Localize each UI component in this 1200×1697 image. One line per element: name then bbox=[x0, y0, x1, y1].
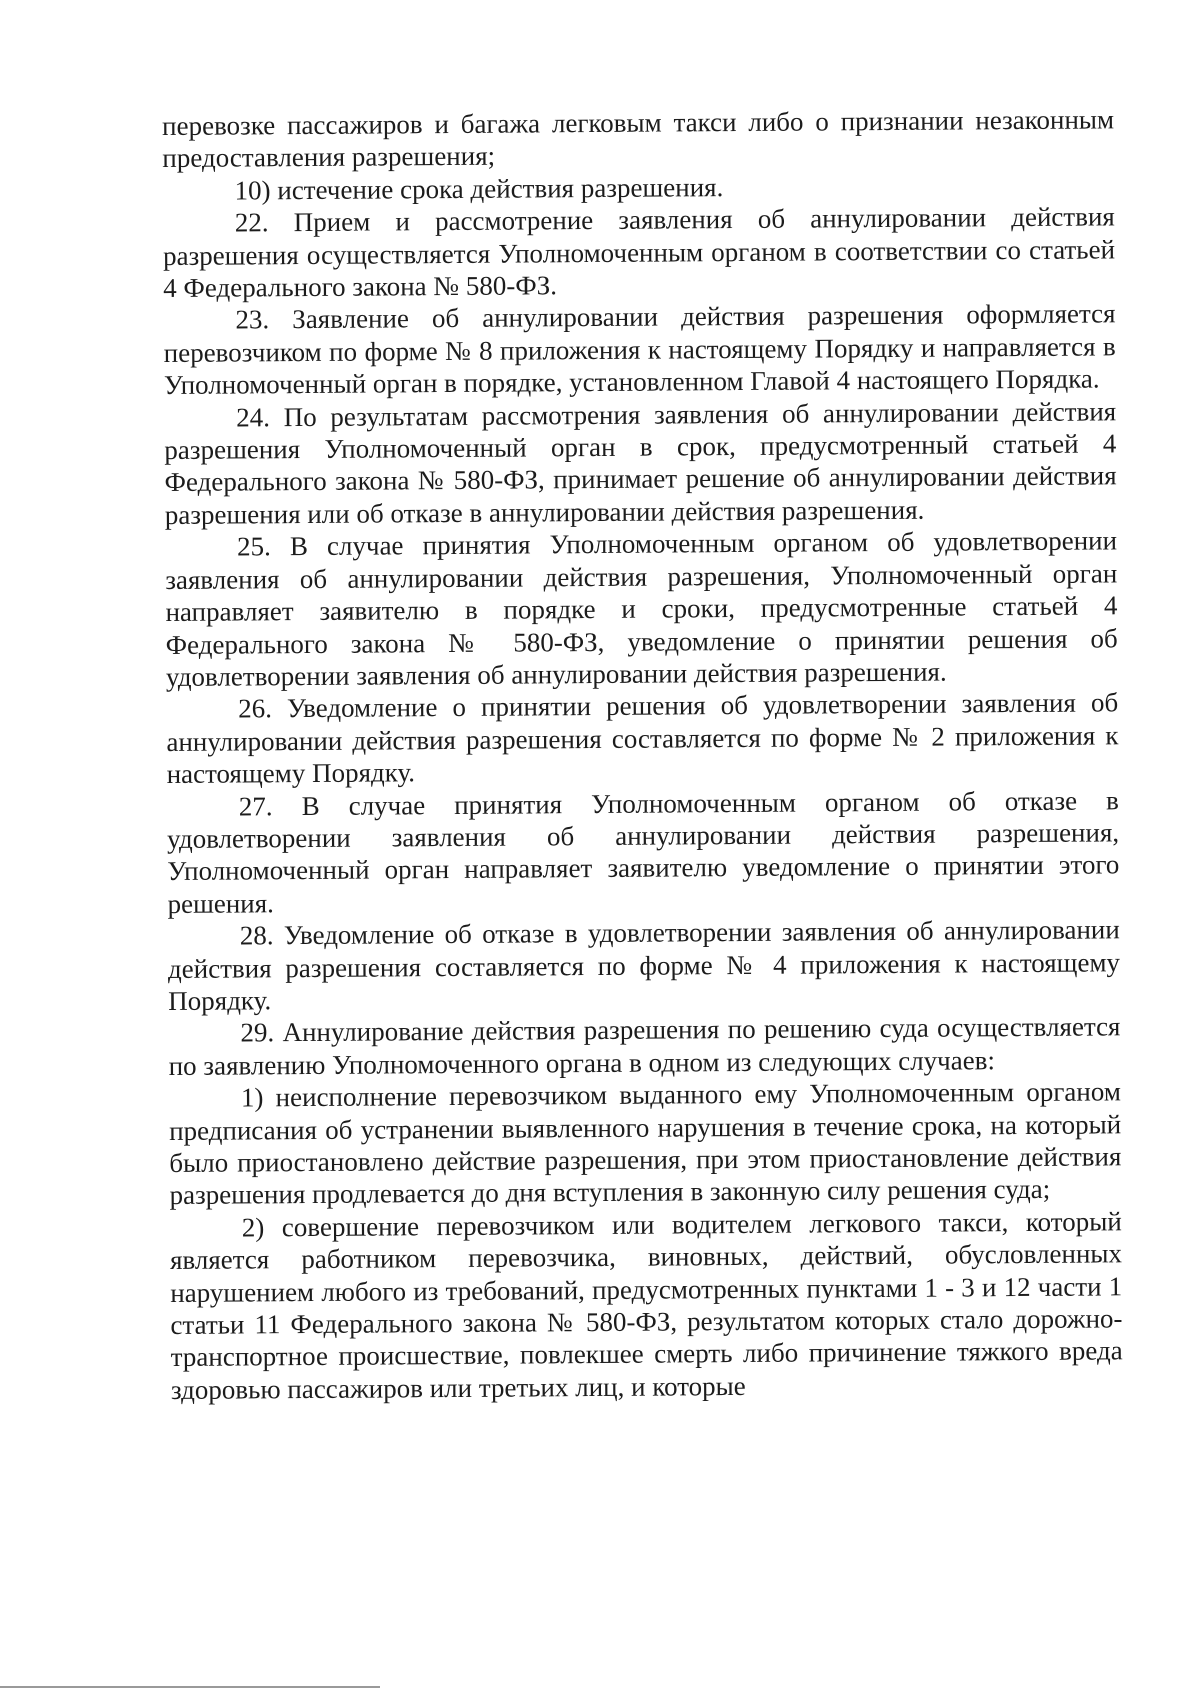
paragraph-24: 24. По результатам рассмотрения заявления об аннулировании действия разрешения Уполномоченный орган в срок, предусмотренный статьей 4 Федерального закона № 580-ФЗ, принимает решение об аннулировании действия разрешения или об отказе в аннулировании действия разрешения. bbox=[164, 396, 1117, 530]
paragraph-29: 29. Аннулирование действия разрешения по решению суда осуществляется по заявлению Уполномоченного органа в одном из следующих случаев: bbox=[168, 1011, 1121, 1081]
paragraph-continuation: перевозке пассажиров и багажа легковым такси либо о признании незаконным предоставления разрешения; bbox=[162, 104, 1115, 174]
paragraph-22: 22. Прием и рассмотрение заявления об аннулировании действия разрешения осуществляется Уполномоченным органом в соответствии со статьей 4 Федерального закона № 580-ФЗ. bbox=[162, 201, 1116, 304]
paragraph-item-10: 10) истечение срока действия разрешения. bbox=[234, 171, 724, 206]
paragraph-25: 25. В случае принятия Уполномоченным органом об удовлетворении заявления об аннулировании действия разрешения, Уполномоченный орган направляет заявителю в порядке и сроки, предусмотренные статьей 4 Федерального закона № 580-ФЗ, уведомление о принятии решения об удовлетворении заявления об аннулировании действия разрешения. bbox=[165, 525, 1118, 692]
document-body bbox=[162, 103, 1123, 1406]
paragraph-26: 26. Уведомление о принятии решения об удовлетворении заявления об аннулировании действия разрешения составляется по форме № 2 приложения к настоящему Порядку. bbox=[166, 687, 1119, 790]
paragraph-23: 23. Заявление об аннулировании действия разрешения оформляется перевозчиком по форме № 8 приложения к настоящему Порядку и направляется в Уполномоченный орган в порядке, установленном Главой 4 настоящего Порядка. bbox=[163, 298, 1116, 401]
scan-edge-line bbox=[0, 1686, 380, 1688]
paragraph-28: 28. Уведомление об отказе в удовлетворении заявления об аннулировании действия разрешения составляется по форме № 4 приложения к настоящему Порядку. bbox=[167, 914, 1121, 1016]
paragraph-29-item-1: 1) неисполнение перевозчиком выданного ему Уполномоченным органом предписания об устранении выявленного нарушения в течение срока, на который было приостановлено действие разрешения, при этом приостановление действия разрешения продлевается до дня вступления в законную силу решения суда; bbox=[169, 1076, 1122, 1211]
paragraph-27: 27. В случае принятия Уполномоченным органом об отказе в удовлетворении заявления об аннулировании действия разрешения, Уполномоченный орган направляет заявителю уведомление о принятии этого решения. bbox=[166, 784, 1120, 919]
paragraph-29-item-2: 2) совершение перевозчиком или водителем легкового такси, который является работником перевозчика, виновных, действий, обусловленных нарушением любого из требований, предусмотренных пунктами 1 - 3 и 12 части 1 статьи 11 Федерального закона № 580-ФЗ, результатом которых стало дорожно-транспортное происшествие, повлекшее смерть либо причинение тяжкого вреда здоровью пассажиров или третьих лиц, и которые bbox=[169, 1206, 1123, 1405]
